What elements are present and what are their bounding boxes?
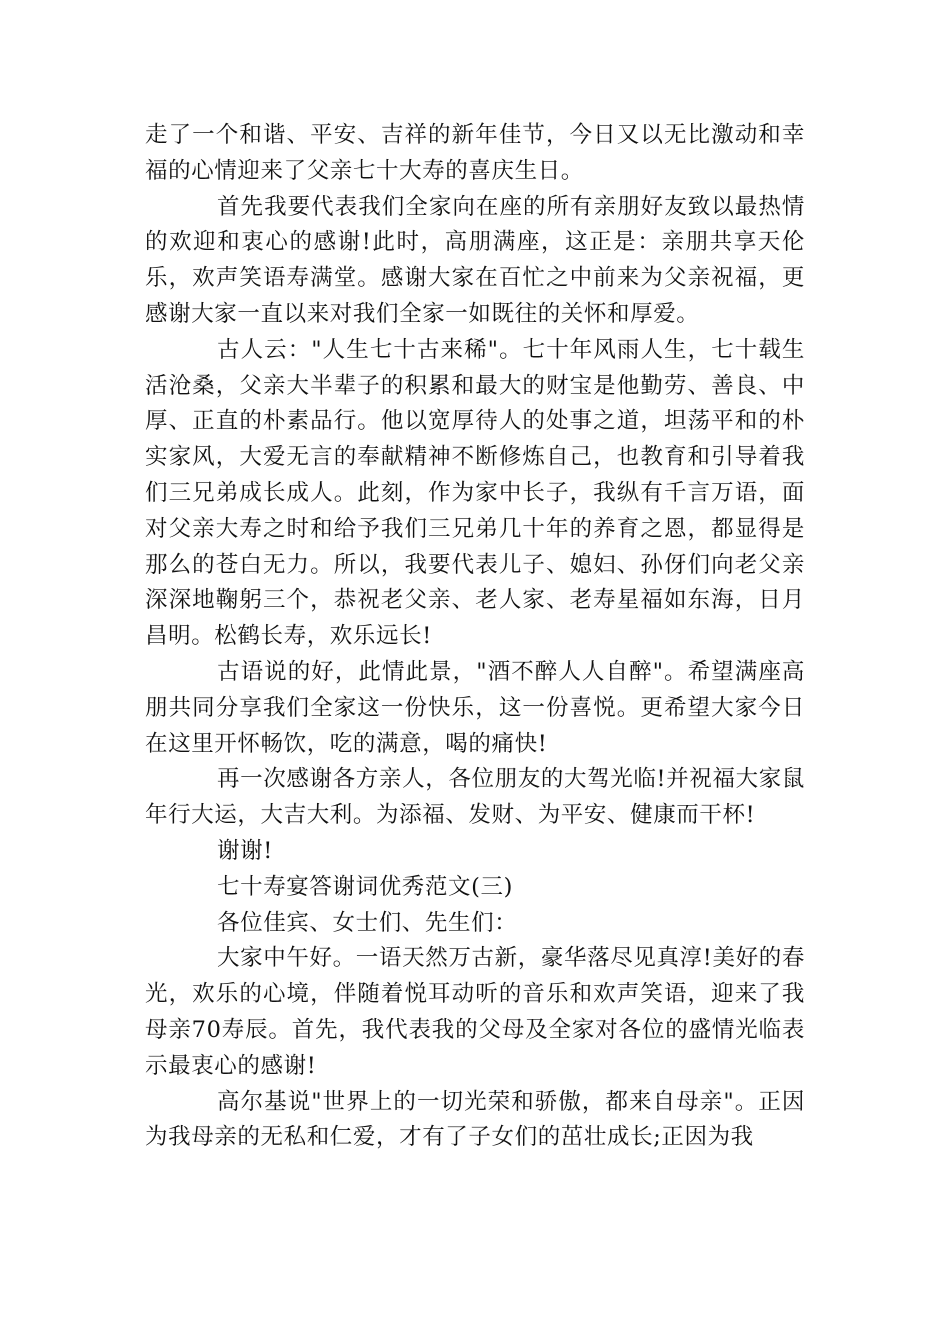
closing-thanks: 谢谢! [217, 837, 273, 864]
section-heading: 七十寿宴答谢词优秀范文(三) [217, 873, 513, 900]
salutation: 各位佳宾、女士们、先生们： [217, 909, 518, 936]
paragraph-1: 走了一个和谐、平安、吉祥的新年佳节，今日又以无比激动和幸福的心情迎来了父亲七十大寿的喜庆生日。 [145, 122, 805, 184]
document-body [145, 118, 805, 1156]
paragraph-9: 大家中午好。一语天然万古新，豪华落尽见真淳!美好的春光，欢乐的心境，伴随着悦耳动听的音乐和欢声笑语，迎来了我母亲70寿辰。首先，我代表我的父母及全家对各位的盛情光临表示最衷心的感谢! [145, 945, 805, 1079]
paragraph-2: 首先我要代表我们全家向在座的所有亲朋好友致以最热情的欢迎和衷心的感谢!此时，高朋满座，这正是：亲朋共享天伦乐，欢声笑语寿满堂。感谢大家在百忙之中前来为父亲祝福，更感谢大家一直以来对我们全家一如既往的关怀和厚爱。 [145, 193, 805, 327]
paragraph-4: 古语说的好，此情此景，"酒不醉人人自醉"。希望满座高朋共同分享我们全家这一份快乐，这一份喜悦。更希望大家今日在这里开怀畅饮，吃的满意，喝的痛快! [145, 658, 805, 757]
paragraph-3: 古人云："人生七十古来稀"。七十年风雨人生，七十载生活沧桑，父亲大半辈子的积累和最大的财宝是他勤劳、善良、中厚、正直的朴素品行。他以宽厚待人的处事之道，坦荡平和的朴实家风，大爱无言的奉献精神不断修炼自己，也教育和引导着我们三兄弟成长成人。此刻，作为家中长子，我纵有千言万语，面对父亲大寿之时和给予我们三兄弟几十年的养育之恩，都显得是那么的苍白无力。所以，我要代表儿子、媳妇、孙伢们向老父亲深深地鞠躬三个，恭祝老父亲、老人家、老寿星福如东海，日月昌明。松鹤长寿，欢乐远长! [145, 336, 805, 650]
paragraph-10: 高尔基说"世界上的一切光荣和骄傲，都来自母亲"。正因为我母亲的无私和仁爱，才有了子女们的茁壮成长;正因为我 [145, 1088, 805, 1151]
paragraph-5: 再一次感谢各方亲人，各位朋友的大驾光临!并祝福大家鼠年行大运，大吉大利。为添福、发财、为平安、健康而干杯! [145, 766, 805, 829]
